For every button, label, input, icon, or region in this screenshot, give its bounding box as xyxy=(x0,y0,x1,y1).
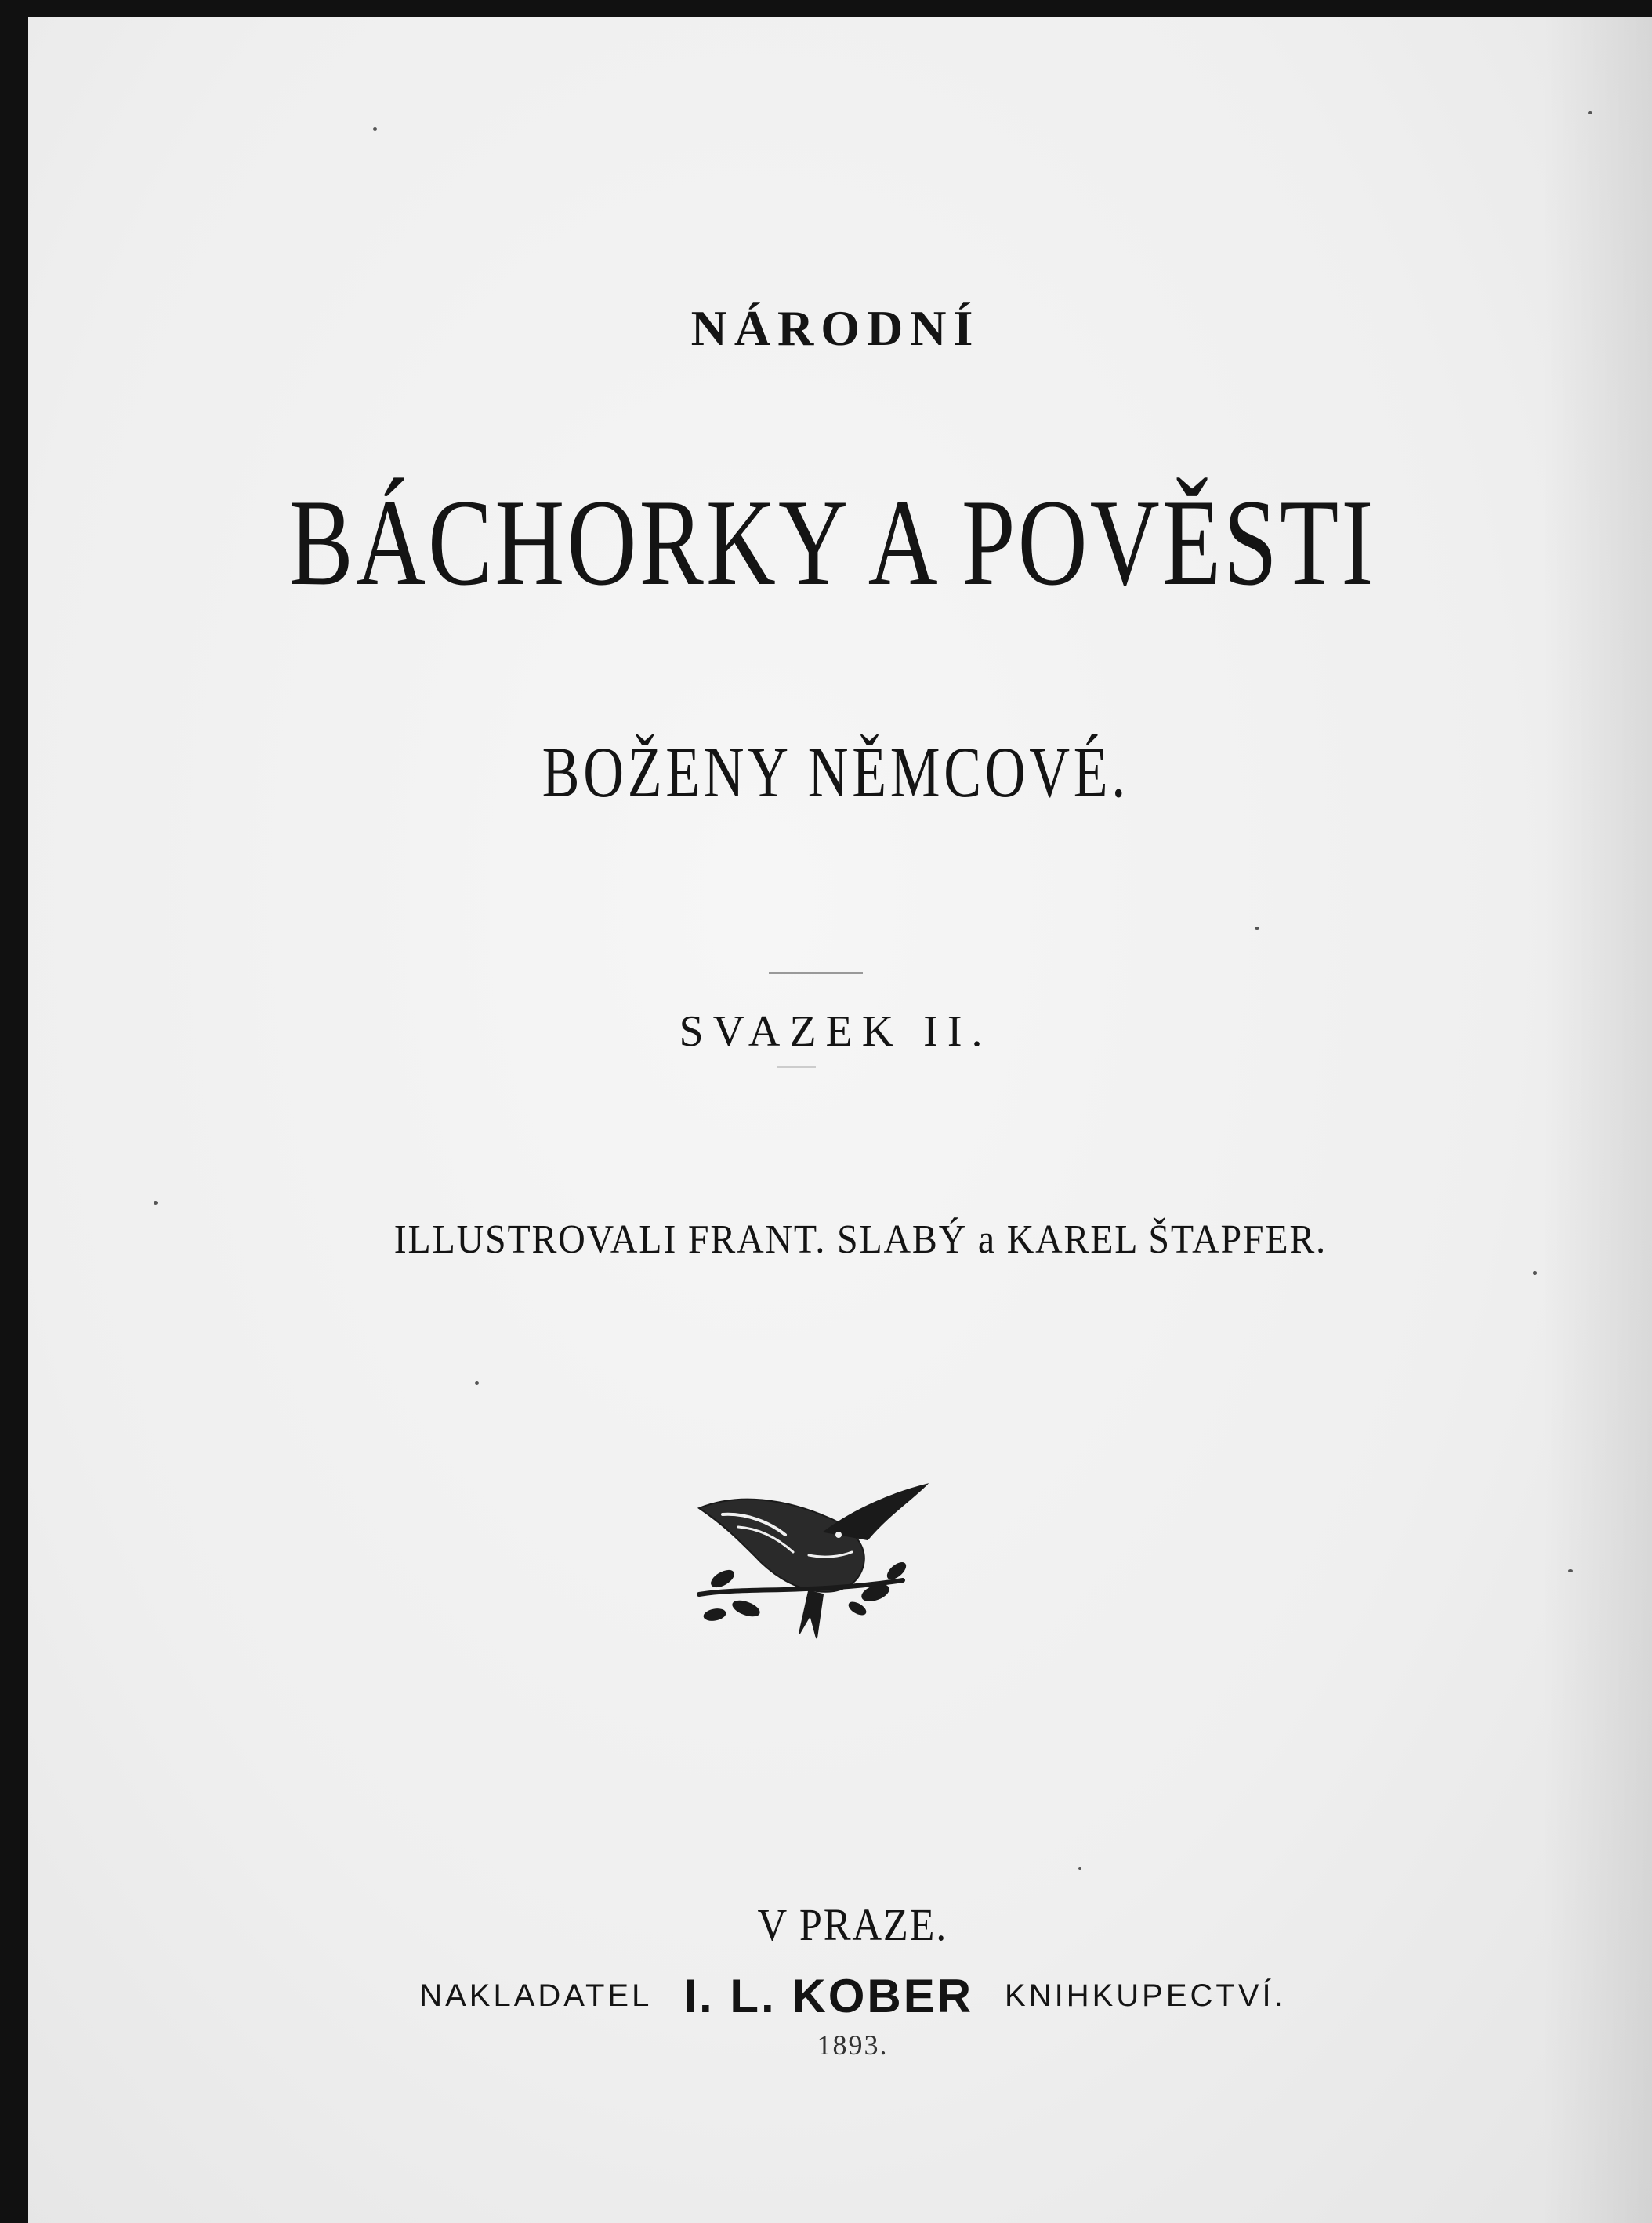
main-title-text: BÁCHORKY A POVĚSTI xyxy=(288,474,1376,611)
illustrators-credit xyxy=(49,1217,1652,1263)
subtitle-top: NÁRODNÍ xyxy=(690,300,980,356)
paper-speck xyxy=(1078,1867,1081,1870)
paper-speck xyxy=(1568,1569,1573,1572)
author-name-text: BOŽENY NĚMCOVÉ. xyxy=(542,732,1129,812)
volume-label: SVAZEK II. xyxy=(679,1007,992,1056)
paper-speck xyxy=(373,127,377,131)
author-name xyxy=(28,731,1647,814)
paper-speck xyxy=(154,1201,158,1205)
imprint-place-text: V PRAZE. xyxy=(757,1899,948,1950)
divider-rule xyxy=(777,1066,816,1068)
title-page xyxy=(28,17,1652,2223)
paper-speck xyxy=(1533,1271,1537,1275)
publication-year: 1893. xyxy=(817,2029,889,2061)
divider-rule xyxy=(769,972,863,974)
publisher-suffix: KNIHKUPECTVÍ. xyxy=(1005,1978,1286,2013)
publisher-prefix: NAKLADATEL xyxy=(419,1978,653,2013)
publisher-line xyxy=(41,1969,1652,2023)
illustrators-credit-text: ILLUSTROVALI FRANT. SLABÝ a KAREL ŠTAPFER. xyxy=(393,1217,1328,1262)
paper-speck xyxy=(1255,927,1259,930)
publisher-name: I. L. KOBER xyxy=(683,1970,974,2022)
paper-speck xyxy=(475,1381,479,1385)
imprint-place xyxy=(41,1898,1652,1951)
bird-on-branch-icon xyxy=(691,1477,950,1641)
main-title xyxy=(28,472,1644,615)
paper-speck xyxy=(1588,111,1592,114)
